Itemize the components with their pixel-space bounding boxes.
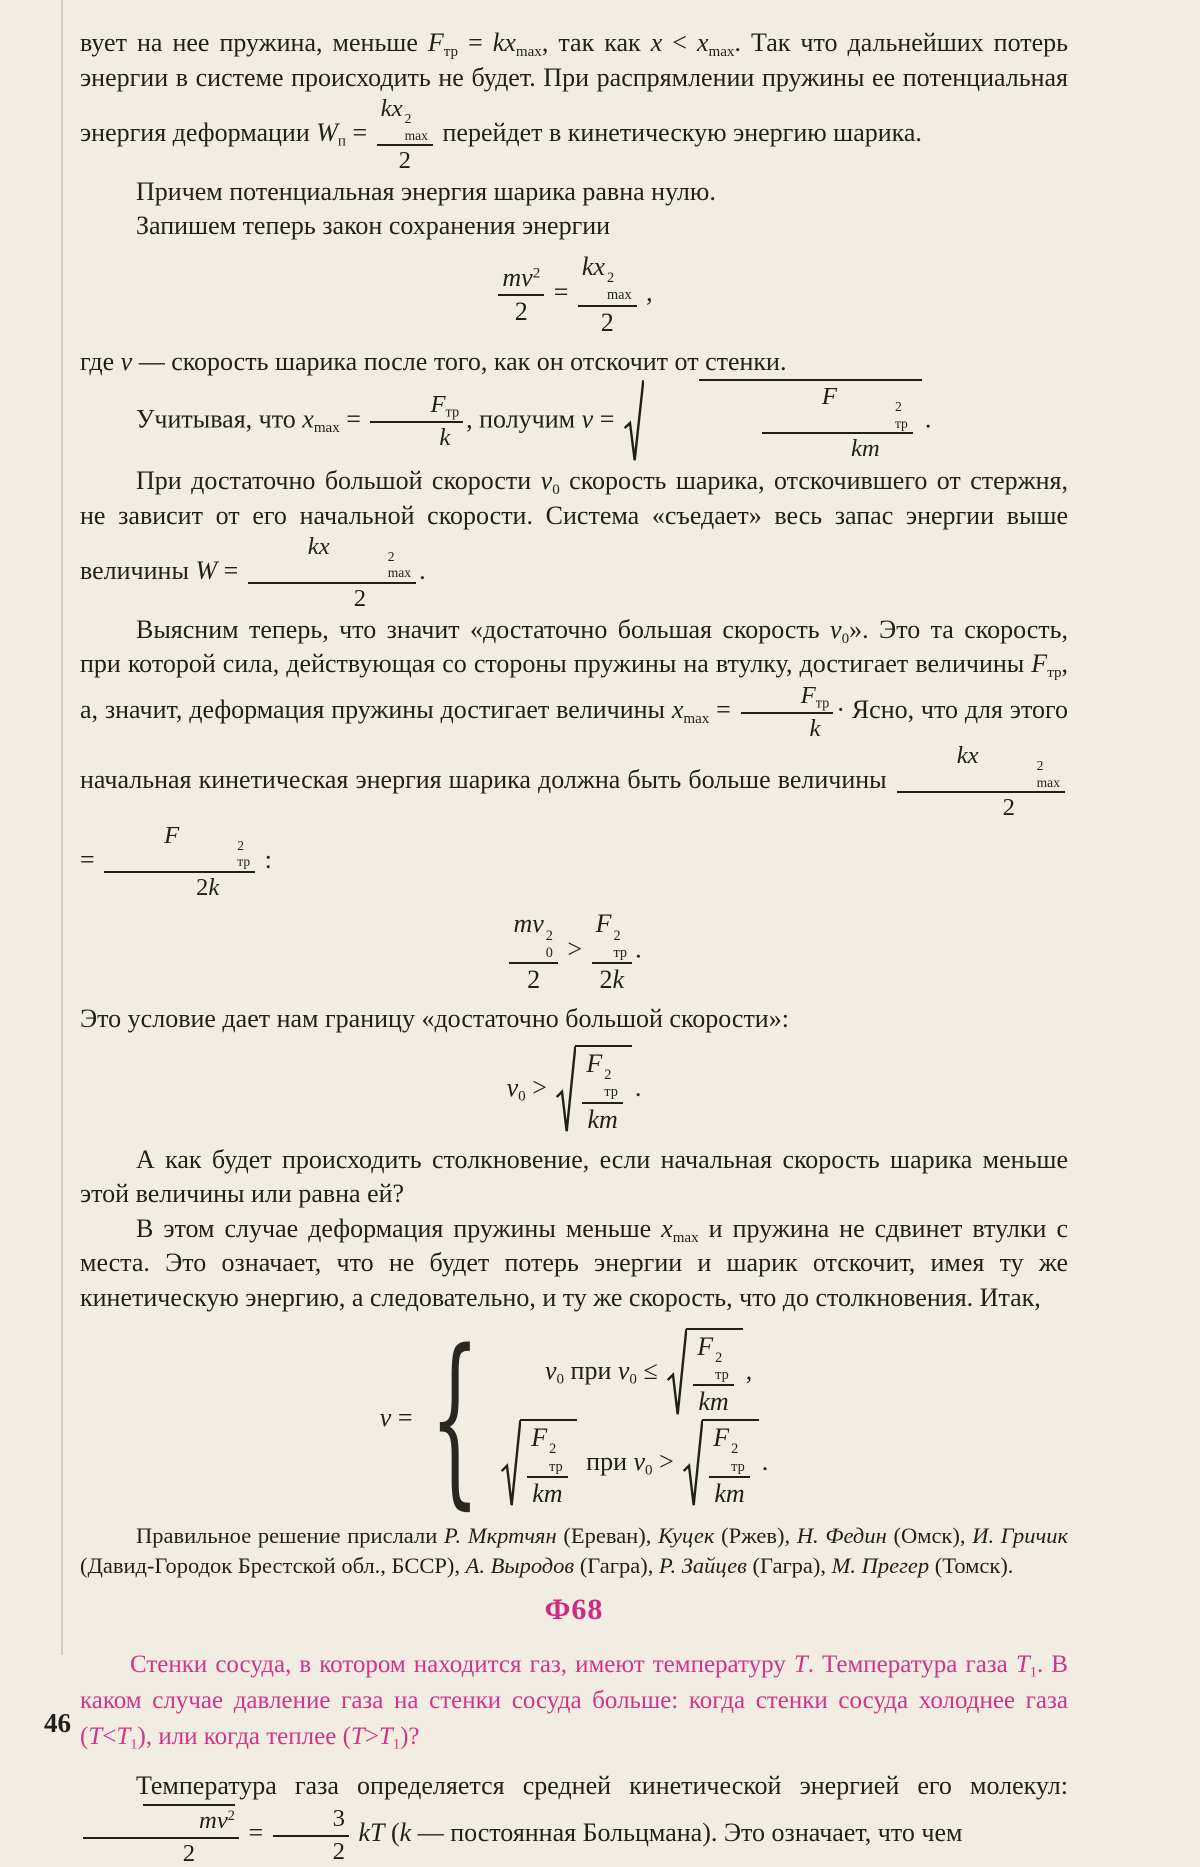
paragraph-find-out: Выясним теперь, что значит «достаточно большая скорость $v_0$». Это та скорость, при которой сила, действующая со стороны пружины на втулку, достигает величины $F_{тр}$, а, значит, деформация пружины достигает величины $x_{max}$ = $\frac{F_{тр}}{k}$ · Ясно, что для этого начальная кинетическая энергия шарика должна быть больше величины kx 2 max 2 = F 2 тр 2k : bbox=[80, 613, 1068, 902]
paragraph-collision-question: А как будет происходить столкновение, если начальная скорость шарика меньше этой величины или равна ей? bbox=[80, 1143, 1068, 1212]
formula-kinetic-inequality: mv 2 0 2 > F 2 тр 2k . bbox=[80, 909, 1068, 994]
paragraph-continuation: вует на нее пружина, меньше $F_{тр} = kx_{max}$, так как $x < x_{max}$. Так что дальнейших потерь энергии в системе происходить не будет. При распрямлении пружины ее потенциальная энергия деформации $W_п$ = kx 2 max 2 перейдет в кинетическую энергию шарика. bbox=[80, 26, 1068, 175]
paragraph-considering: Учитывая, что $x_{max}$ = $\frac{F_{тр}}{k}$ , получим v = F 2 тр km . bbox=[80, 379, 1068, 464]
paragraph-energy-law-intro: Запишем теперь закон сохранения энергии bbox=[80, 209, 1068, 244]
answer-opening-paragraph: Температура газа определяется средней кинетической энергией его молекул: $\frac{mv^2}{2}$ = $\frac{3}{2}$ kT (k — постоянная Больцмана). Это означает, что чем bbox=[80, 1769, 1068, 1867]
formula-piecewise-velocity bbox=[80, 1328, 1068, 1510]
page-content bbox=[80, 26, 1068, 1867]
problem-number-heading: Ф68 bbox=[80, 1593, 1068, 1627]
formula-v0-boundary: $v_0$ > F 2 тр km . bbox=[80, 1045, 1068, 1135]
formula-energy-conservation: $\frac{mv^2}{2}$ = kx 2 max 2 , bbox=[80, 252, 1068, 337]
page-number: 46 bbox=[44, 1708, 71, 1739]
paragraph-boundary: Это условие дает нам границу «достаточно большой скорости»: bbox=[80, 1002, 1068, 1037]
piecewise-case-2: F 2 тр km при $v_0$ > F 2 тр km . bbox=[498, 1419, 768, 1509]
paragraph-where-v: где v — скорость шарика после того, как он отскочит от стенки. bbox=[80, 345, 1068, 380]
piecewise-cases bbox=[498, 1328, 768, 1510]
piecewise-case-1: $v_0$ при $v_0$ ≤ F 2 тр km , bbox=[545, 1328, 752, 1418]
piecewise-lhs: v = bbox=[380, 1403, 413, 1433]
paragraph-small-deformation-case: В этом случае деформация пружины меньше $x_{max}$ и пружина не сдвинет втулки с места. Это означает, что не будет потерь энергии и шарик отскочит, имея ту же кинетическую энергию, а следовательно, и ту же скорость, что до столкновения. Итак, bbox=[80, 1212, 1068, 1316]
paragraph-large-speed: При достаточно большой скорости $v_0$ скорость шарика, отскочившего от стержня, не зависит от его начальной скорости. Система «съедает» весь запас энергии выше величины W = kx 2 max 2 . bbox=[80, 464, 1068, 613]
paragraph-potential-energy: Причем потенциальная энергия шарика равна нулю. bbox=[80, 175, 1068, 210]
problem-statement: Стенки сосуда, в котором находится газ, имеют температуру T. Температура газа $T_1$. В каком случае давление газа на стенки сосуда больше: когда стенки сосуда холоднее газа $(T<T_1)$, или когда теплее $(T>T_1)$? bbox=[80, 1647, 1068, 1755]
solvers-credit: Правильное решение прислали Р. Мкртчян (Ереван), Куцек (Ржев), Н. Федин (Омск), И. Гричик (Давид-Городок Брестской обл., БССР), А. Выродов (Гагра), Р. Зайцев (Гагра), М. Прегер (Томск). bbox=[80, 1521, 1068, 1580]
scan-artifact-line bbox=[61, 0, 63, 1655]
brace-glyph: { bbox=[431, 1335, 480, 1502]
